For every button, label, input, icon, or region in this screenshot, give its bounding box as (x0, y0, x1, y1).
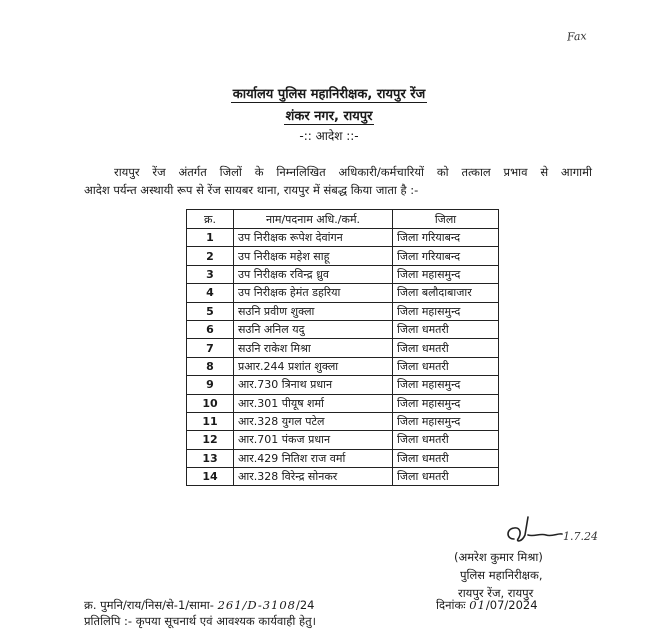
cell-serial: 2 (187, 247, 234, 265)
cell-serial: 6 (187, 320, 234, 338)
cell-district: जिला धमतरी (393, 357, 499, 375)
header-serial: क्र. (187, 210, 234, 229)
cell-serial: 13 (187, 449, 234, 467)
cell-district: जिला धमतरी (393, 320, 499, 338)
cell-name: सउनि प्रवीण शुक्ला (234, 302, 393, 320)
table-row (187, 284, 499, 302)
cell-serial: 5 (187, 302, 234, 320)
cell-district: जिला गरियाबन्द (393, 247, 499, 265)
fax-mark: Fax (566, 29, 588, 44)
table-row (187, 394, 499, 412)
table-row (187, 265, 499, 283)
cell-name: आर.328 विरेन्द्र सोनकर (234, 468, 393, 486)
cell-serial: 1 (187, 229, 234, 247)
table-row (187, 229, 499, 247)
copy-note: प्रतिलिपि :- कृपया सूचनार्थ एवं आवश्यक कार्यवाही हेतु। (84, 614, 317, 628)
personnel-table (186, 209, 499, 486)
cell-name: आर.328 युगल पटेल (234, 412, 393, 430)
cell-serial: 9 (187, 376, 234, 394)
cell-serial: 11 (187, 412, 234, 430)
header-district: जिला (393, 210, 499, 229)
order-date: दिनांकः 01/07/2024 (436, 598, 538, 612)
table-row (187, 320, 499, 338)
table-row (187, 339, 499, 357)
date-handwritten: 01 (469, 598, 486, 612)
cell-district: जिला महासमुन्द (393, 412, 499, 430)
table-header-row (187, 210, 499, 229)
cell-name: प्रआर.244 प्रशांत शुक्ला (234, 357, 393, 375)
cell-name: सउनि अनिल यदु (234, 320, 393, 338)
office-title: कार्यालय पुलिस महानिरीक्षक, रायपुर रेंज (232, 87, 426, 102)
cell-district: जिला गरियाबन्द (393, 229, 499, 247)
table-row (187, 376, 499, 394)
table-row (187, 468, 499, 486)
reference-handwritten: 261/D-3108 (217, 598, 296, 612)
office-address: शंकर नगर, रायपुर (285, 109, 373, 124)
cell-serial: 7 (187, 339, 234, 357)
cell-serial: 3 (187, 265, 234, 283)
table-row (187, 449, 499, 467)
cell-district: जिला धमतरी (393, 431, 499, 449)
signatory-designation: पुलिस महानिरीक्षक, (460, 568, 543, 582)
table-row (187, 431, 499, 449)
cell-serial: 8 (187, 357, 234, 375)
table-row (187, 302, 499, 320)
header-name: नाम/पदनाम अधि./कर्म. (234, 210, 393, 229)
order-title: -:: आदेश ::- (299, 129, 359, 143)
cell-name: उप निरीक्षक रूपेश देवांगन (234, 229, 393, 247)
cell-district: जिला धमतरी (393, 449, 499, 467)
signature-block (448, 548, 543, 602)
cell-district: जिला महासमुन्द (393, 265, 499, 283)
cell-name: आर.429 नितिश राज वर्मा (234, 449, 393, 467)
cell-serial: 12 (187, 431, 234, 449)
cell-district: जिला महासमुन्द (393, 394, 499, 412)
cell-name: उप निरीक्षक रविन्द्र ध्रुव (234, 265, 393, 283)
table-row (187, 247, 499, 265)
cell-name: सउनि राकेश मिश्रा (234, 339, 393, 357)
signatory-place: रायपुर रेंज, रायपुर (458, 586, 534, 600)
signature-date: 1.7.24 (563, 530, 598, 543)
cell-name: उप निरीक्षक महेश साहू (234, 247, 393, 265)
cell-name: आर.701 पंकज प्रधान (234, 431, 393, 449)
cell-serial: 14 (187, 468, 234, 486)
intro-line-2: आदेश पर्यन्त अस्थायी रूप से रेंज सायबर थाना, रायपुर में संबद्ध किया जाता है :- (84, 183, 419, 197)
intro-line-1: रायपुर रेंज अंतर्गत जिलों के निम्नलिखित अधिकारी/कर्मचारियों को तत्काल प्रभाव से आगामी (114, 165, 592, 179)
cell-district: जिला धमतरी (393, 339, 499, 357)
signatory-name: (अमरेश कुमार मिश्रा) (454, 550, 543, 564)
cell-district: जिला महासमुन्द (393, 302, 499, 320)
cell-district: जिला बलौदाबाजार (393, 284, 499, 302)
cell-name: आर.301 पीयूष शर्मा (234, 394, 393, 412)
cell-name: उप निरीक्षक हेमंत डहरिया (234, 284, 393, 302)
order-intro (84, 163, 592, 199)
cell-serial: 10 (187, 394, 234, 412)
signature-mark (500, 515, 564, 549)
table-row (187, 357, 499, 375)
cell-serial: 4 (187, 284, 234, 302)
cell-district: जिला महासमुन्द (393, 376, 499, 394)
cell-district: जिला धमतरी (393, 468, 499, 486)
cell-name: आर.730 त्रिनाथ प्रधान (234, 376, 393, 394)
table-row (187, 412, 499, 430)
reference-number: क्र. पुमनि/राय/निस/से-1/सामा- 261/D-3108/24 (84, 598, 315, 612)
